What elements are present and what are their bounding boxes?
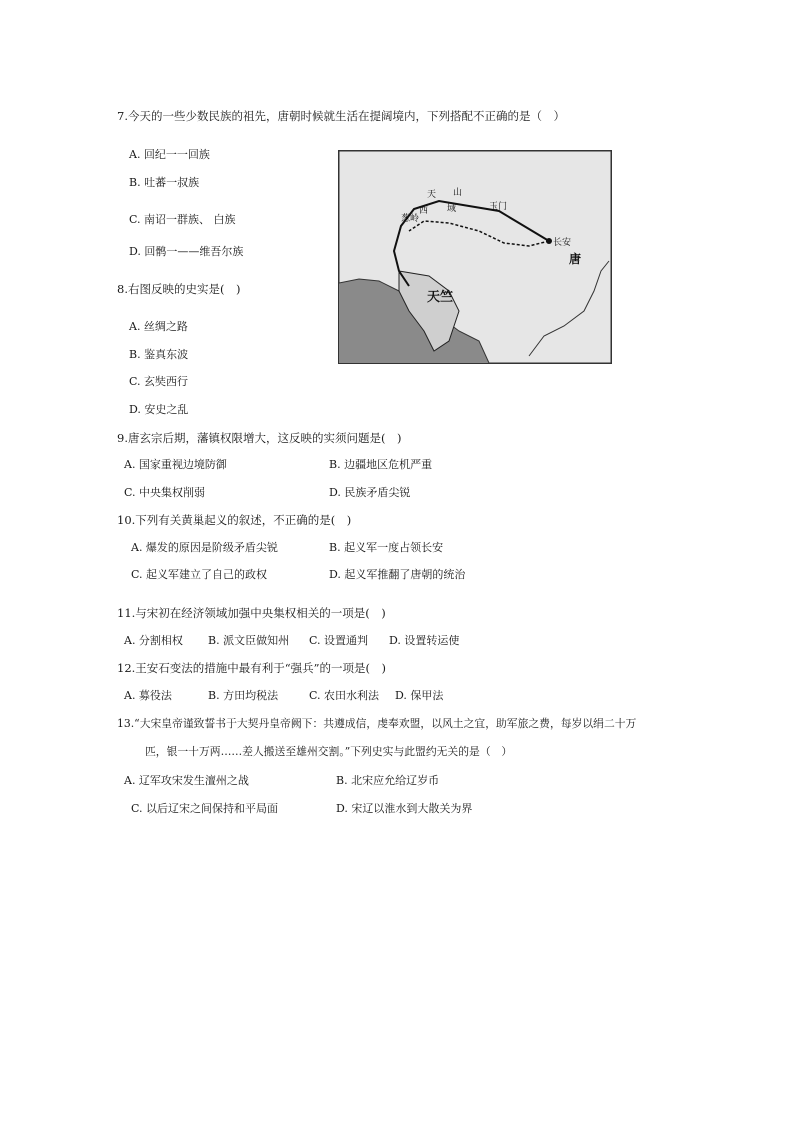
map-label-changan: 长安 [553, 238, 572, 248]
q10-stem: 10.下列有关黄巢起义的叙述，不正确的是( ) [117, 513, 352, 527]
map-graphic [339, 151, 611, 363]
changan-marker [546, 238, 552, 244]
map-label-tang: 唐 [569, 252, 582, 266]
q12-option-d: D. 保甲法 [395, 689, 444, 702]
q11-stem: 11.与宋初在经济领域加强中央集权相关的一项是( ) [117, 606, 386, 620]
q9-stem: 9.唐玄宗后期，藩镇权限增大，这反映的实须问题是( ) [117, 431, 402, 445]
map-label-tianzhu: 天竺 [427, 290, 454, 305]
q12-option-b: B. 方田均税法 [208, 689, 279, 702]
q11-option-c: C. 设置通判 [309, 634, 369, 647]
q9-option-c: C. 中央集权削弱 [124, 486, 206, 499]
q7-option-a: A. 回纪一一回族 [129, 148, 210, 161]
q10-option-a: A. 爆发的原因是阶级矛盾尖锐 [131, 541, 278, 554]
q13-stem: 13.“大宋皇帝谨致誓书于大契丹皇帝阙下：共遵成信，虔奉欢盟，以风土之宜，助军旅之费，每岁以绢二十万 [117, 717, 637, 730]
q12-option-a: A. 募役法 [124, 689, 172, 702]
map-label-shan: 山 [453, 188, 463, 198]
q8-option-d: D. 安史之乱 [129, 403, 189, 416]
q8-option-a: A. 丝绸之路 [129, 320, 188, 333]
q7-option-d: D. 回鹘一——维吾尔族 [129, 245, 244, 258]
q7-stem: 7.今天的一些少数民族的祖先，唐朝时候就生活在提阔境内，下列搭配不正确的是（ ） [117, 109, 565, 123]
q7-option-b: B. 吐蕃一叔族 [129, 176, 200, 189]
q12-stem: 12.王安石变法的措施中最有利于“强兵”的一项是( ) [117, 661, 387, 675]
q10-option-d: D. 起义军推翻了唐朝的统治 [329, 568, 466, 581]
q13-stem-continued: 匹，银一十万两……差人搬送至雄州交割。”下列史实与此盟约无关的是（ ） [145, 745, 513, 758]
q8-stem: 8.右图反映的史实是( ) [117, 282, 241, 296]
map-label-yumen: 玉门 [489, 202, 508, 212]
q11-option-d: D. 设置转运使 [389, 634, 460, 647]
map-label-yu: 域 [447, 204, 457, 214]
q11-option-a: A. 分割相权 [124, 634, 183, 647]
q13-option-b: B. 北宋应允给辽岁币 [336, 774, 440, 787]
map-label-xi: 西 [419, 206, 429, 216]
tang-route-map [338, 150, 612, 364]
q9-option-a: A. 国家重视边境防御 [124, 458, 227, 471]
q7-option-c: C. 南诏一群族、 白族 [129, 213, 236, 226]
q13-option-c: C. 以后辽宋之间保持和平局面 [131, 802, 279, 815]
q8-option-c: C. 玄奘西行 [129, 375, 189, 388]
q13-option-d: D. 宋辽以淮水到大散关为界 [336, 802, 473, 815]
q9-option-d: D. 民族矛盾尖锐 [329, 486, 411, 499]
q11-option-b: B. 派文臣做知州 [208, 634, 290, 647]
map-label-tian: 天 [427, 190, 437, 200]
q12-option-c: C. 农田水利法 [309, 689, 380, 702]
q10-option-c: C. 起义军建立了自己的政权 [131, 568, 268, 581]
map-label-congling: 葱岭 [401, 214, 420, 224]
q8-option-b: B. 鉴真东波 [129, 348, 189, 361]
q10-option-b: B. 起义军一度占领长安 [329, 541, 444, 554]
q9-option-b: B. 边疆地区危机严重 [329, 458, 433, 471]
q13-option-a: A. 辽军攻宋发生澶州之战 [124, 774, 249, 787]
